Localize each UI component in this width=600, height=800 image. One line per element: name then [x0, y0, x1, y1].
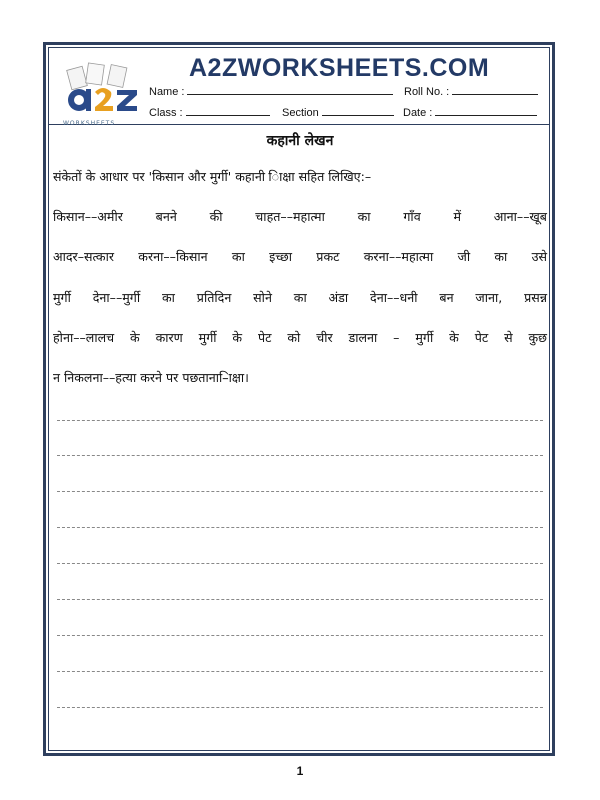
rollno-underline[interactable]	[452, 85, 538, 95]
writing-line[interactable]	[57, 491, 543, 492]
section-underline[interactable]	[322, 106, 394, 116]
prompt-line-2: आदर–सत्कार करना––किसान का इच्छा प्रकट करना––महात्मा जी का उसे	[53, 249, 547, 264]
class-underline[interactable]	[186, 106, 270, 116]
instruction-text: संकेतों के आधार पर 'किसान और मुर्गी' कहानी िाक्षा सहित लिखिए:–	[53, 169, 372, 184]
page-border-inner	[48, 47, 550, 751]
logo-subtext: WORKSHEETS	[63, 120, 116, 127]
class-field[interactable]	[149, 106, 270, 119]
prompt-line-5: न निकलना––हत्या करने पर पछताना–िाक्षा।	[53, 370, 249, 385]
writing-line[interactable]	[57, 527, 543, 528]
date-underline[interactable]	[435, 106, 537, 116]
writing-line[interactable]	[57, 563, 543, 564]
writing-line[interactable]	[57, 671, 543, 672]
page-number: 1	[296, 764, 304, 778]
writing-line[interactable]	[57, 599, 543, 600]
name-label: Name :	[149, 86, 185, 98]
date-field[interactable]	[403, 106, 537, 119]
writing-line[interactable]	[57, 635, 543, 636]
date-label: Date :	[403, 107, 433, 119]
rollno-field[interactable]	[404, 85, 538, 98]
worksheet-title: कहानी लेखन	[266, 133, 334, 149]
name-underline[interactable]	[187, 85, 393, 95]
prompt-line-3: मुर्गी देना––मुर्गी का प्रतिदिन सोने का अंडा देना––धनी बन जाना, प्रसन्न	[53, 290, 547, 305]
prompt-line-1: किसान––अमीर बनने की चाहत––महात्मा का गाँव में आना––खूब	[53, 209, 547, 224]
writing-line[interactable]	[57, 420, 543, 421]
rollno-label: Roll No. :	[404, 86, 450, 98]
section-label: Section	[282, 107, 319, 119]
section-field[interactable]	[282, 106, 394, 119]
prompt-line-4: होना––लालच के कारण मुर्गी के पेट को चीर डालना – मुर्गी के पेट से कुछ	[53, 330, 547, 345]
logo-graphic-icon	[57, 62, 145, 118]
writing-line[interactable]	[57, 455, 543, 456]
site-title: A2ZWORKSHEETS.COM	[189, 54, 490, 82]
writing-line[interactable]	[57, 707, 543, 708]
worksheet-header	[49, 48, 549, 125]
name-field[interactable]	[149, 85, 393, 98]
class-label: Class :	[149, 107, 183, 119]
a2z-logo	[57, 62, 145, 127]
